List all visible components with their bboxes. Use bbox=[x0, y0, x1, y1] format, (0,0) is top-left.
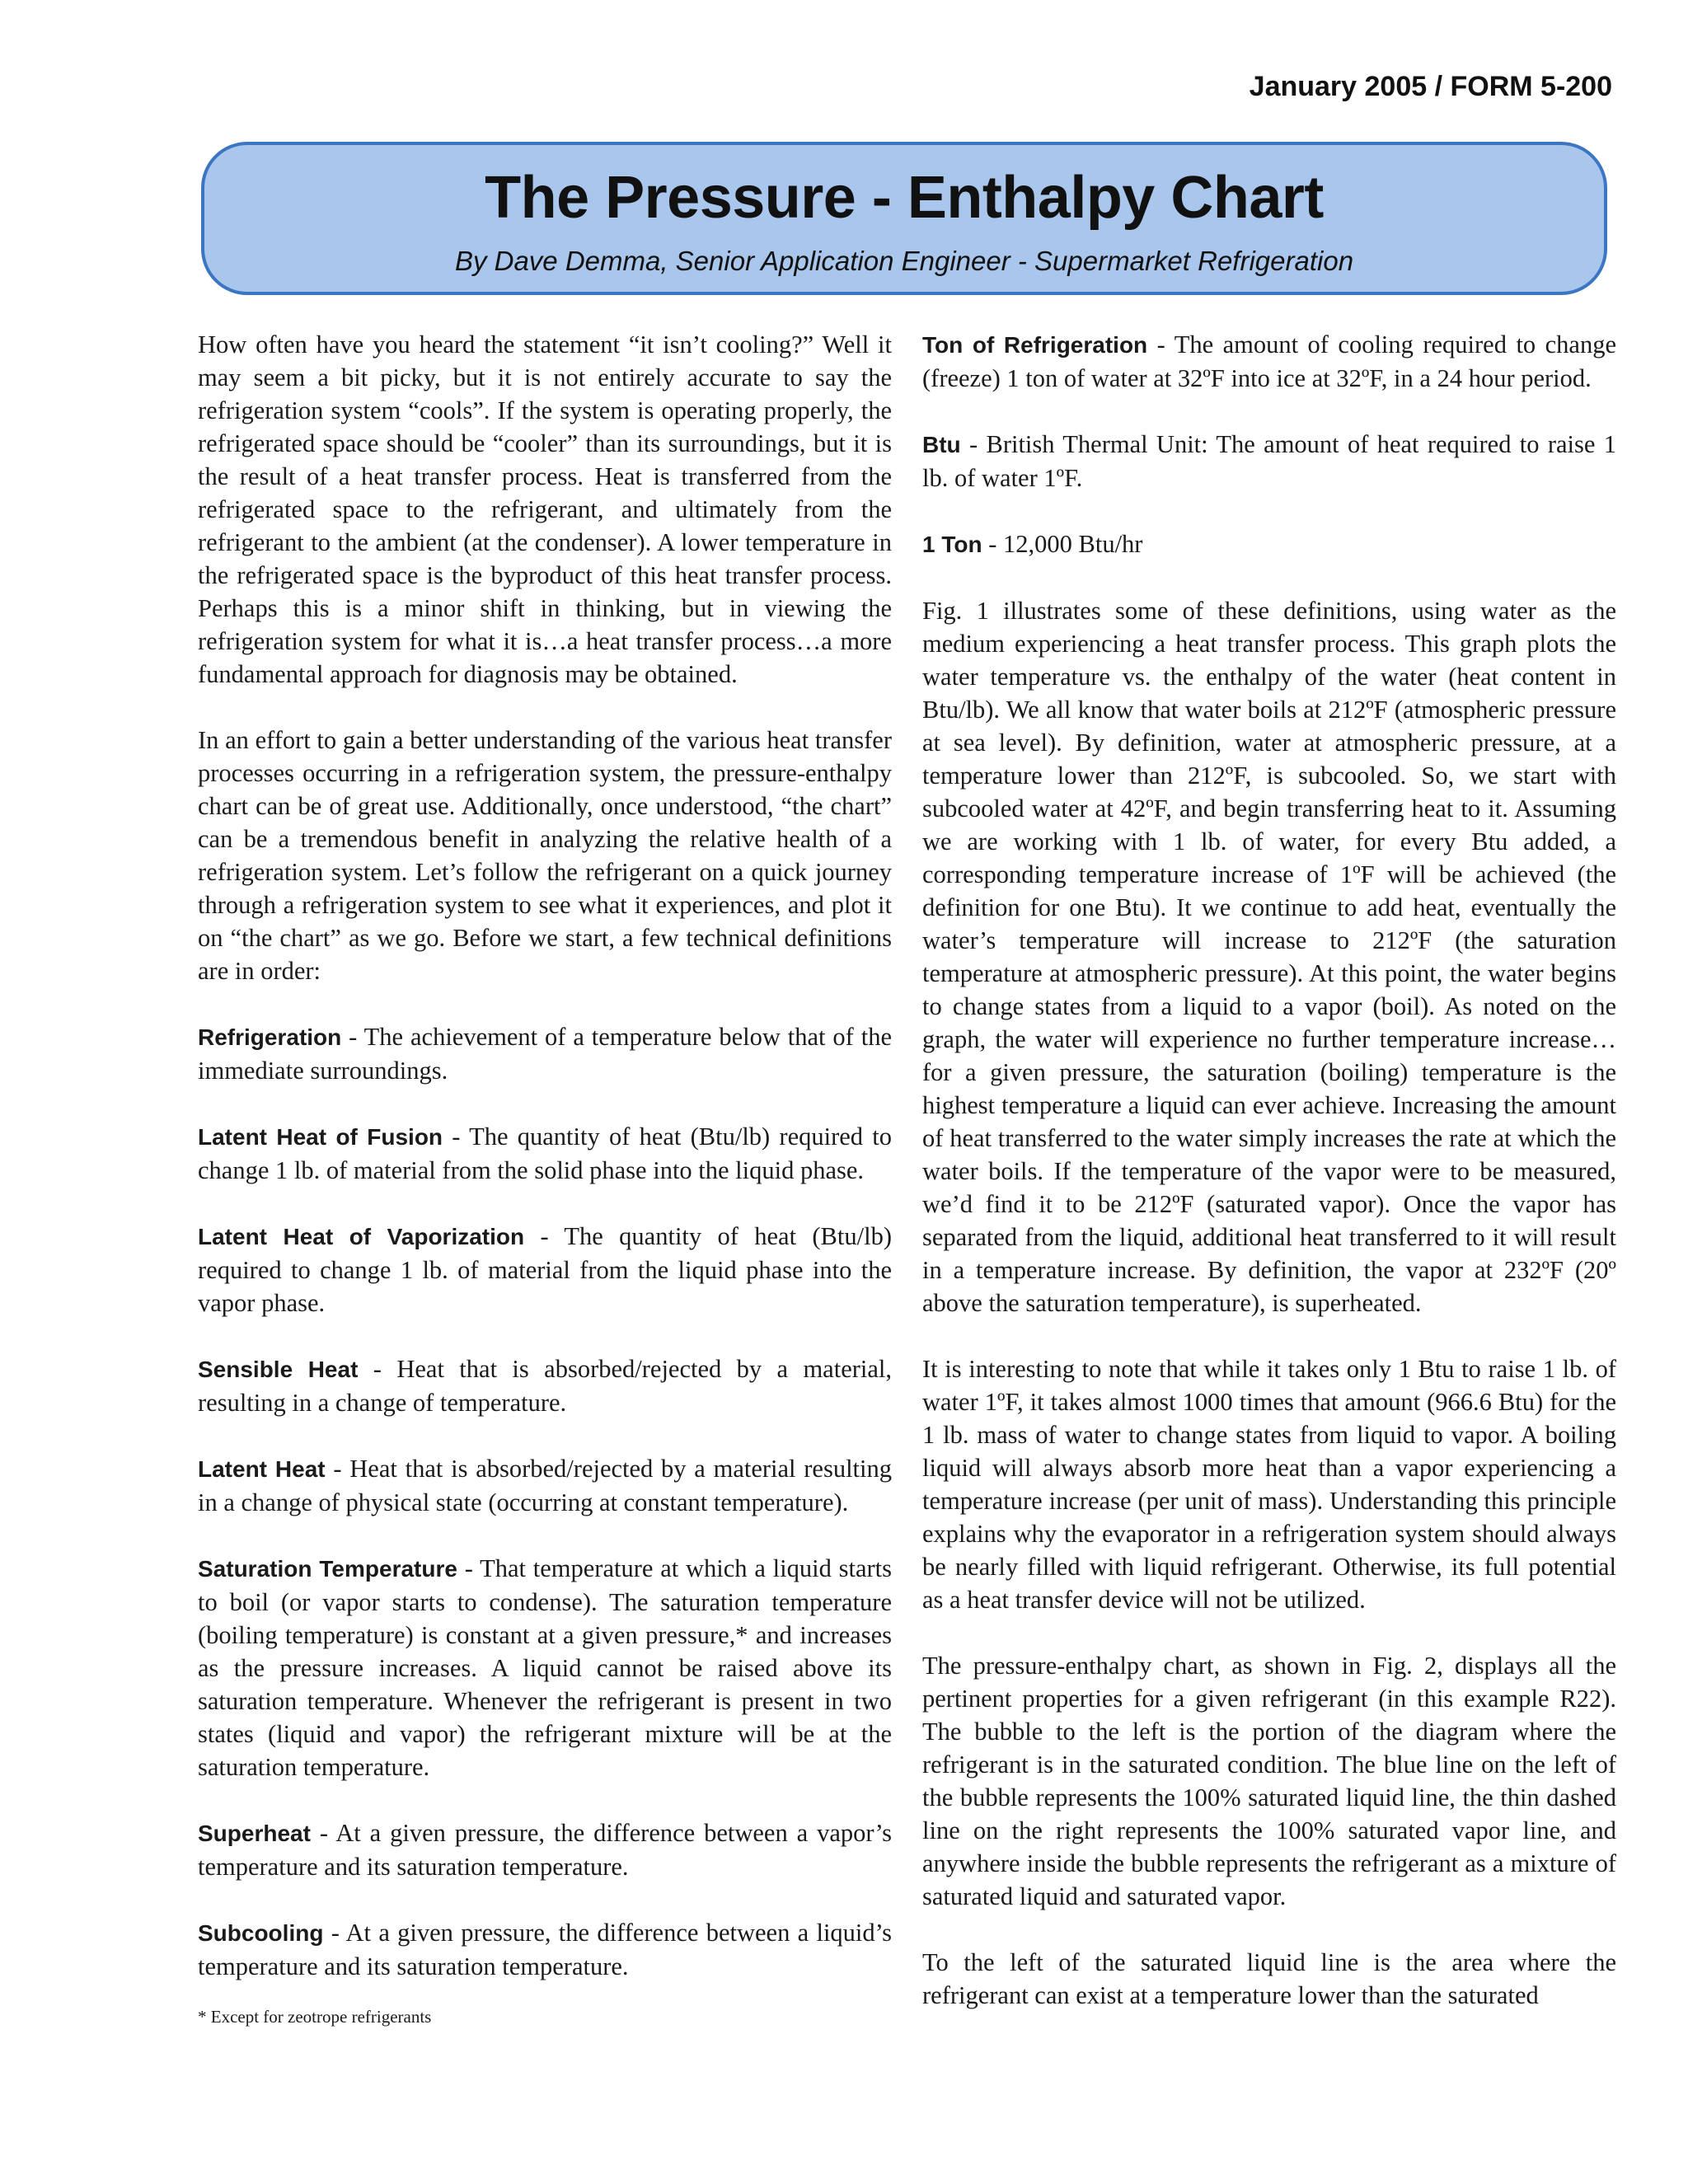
definition-refrigeration bbox=[198, 1020, 892, 1087]
definition-term: Ton of Refrigeration bbox=[922, 332, 1148, 358]
definition-latent-heat-vaporization bbox=[198, 1220, 892, 1319]
definition-ton-of-refrigeration bbox=[922, 328, 1616, 395]
definition-text: - That temperature at which a liquid starts to boil (or vapor starts to condense). The saturation temperature (boiling temperature) is constant at a given pressure,* and increases as the pressure increases. A liquid cannot be raised above its saturation temperature. Whenever the refrigerant is present in two states (liquid and vapor) the refrigerant mixture will be at the saturation temperature. bbox=[198, 1554, 892, 1781]
definition-term: 1 Ton bbox=[922, 532, 982, 557]
definition-text: - The amount of cooling required to change (freeze) 1 ton of water at 32ºF into ice at 32ºF, in a 24 hour period. bbox=[922, 330, 1616, 392]
definition-text: - At a given pressure, the difference between a liquid’s temperature and its saturation temperature. bbox=[198, 1919, 892, 1980]
definition-term: Superheat bbox=[198, 1821, 311, 1846]
title-banner bbox=[201, 142, 1607, 295]
definition-term: Latent Heat of Fusion bbox=[198, 1124, 443, 1150]
left-column bbox=[198, 328, 892, 2027]
author-byline: By Dave Demma, Senior Application Engineer - Supermarket Refrigeration bbox=[454, 246, 1354, 276]
definition-saturation-temperature bbox=[198, 1552, 892, 1783]
footnote: * Except for zeotrope refrigerants bbox=[198, 2007, 432, 2027]
btu-comparison-paragraph: It is interesting to note that while it takes only 1 Btu to raise 1 lb. of water 1ºF, it takes almost 1000 times that amount (966.6 Btu) for the 1 lb. mass of water to change states from liquid to vapor. A boiling liquid will always absorb more heat than a vapor experiencing a temperature increase (per unit of mass). Understanding this principle explains why the evaporator in a refrigeration system should always be nearly filled with liquid refrigerant. Otherwise, its full potential as a heat transfer device will not be utilized. bbox=[922, 1355, 1616, 1614]
chart-intro-paragraph: In an effort to gain a better understanding of the various heat transfer processes occurring in a refrigeration system, the pressure-enthalpy chart can be of great use. Additionally, once understood, “the chart” can be a tremendous benefit in analyzing the relative health of a refrigeration system. Let’s follow the refrigerant on a quick journey through a refrigeration system to see what it experiences, and plot it on “the chart” as we go. Before we start, a few technical definitions are in order: bbox=[198, 726, 892, 985]
right-column bbox=[922, 328, 1616, 2045]
form-number: January 2005 / FORM 5-200 bbox=[1249, 71, 1612, 102]
definition-text: - Heat that is absorbed/rejected by a material, resulting in a change of temperature. bbox=[198, 1355, 892, 1417]
fig1-paragraph: Fig. 1 illustrates some of these definitions, using water as the medium experiencing a heat transfer process. This graph plots the water temperature vs. the enthalpy of the water (heat content in Btu/lb). We all know that water boils at 212ºF (atmospheric pressure at sea level). By definition, water at atmospheric pressure, at a temperature lower than 212ºF, is subcooled. So, we start with subcooled water at 42ºF, and begin transferring heat to it. Assuming we are working with 1 lb. of water, for every Btu added, a corresponding temperature increase of 1ºF will be achieved (the definition for one Btu). It we continue to add heat, eventually the water’s temperature will increase to 212ºF (the saturation temperature at atmospheric pressure). At this point, the water begins to change states from a liquid to a vapor (boil). As noted on the graph, the water will experience no further temperature increase…for a given pressure, the saturation (boiling) temperature is the highest temperature a liquid can ever achieve. Increasing the amount of heat transferred to the water simply increases the rate at which the water boils. If the temperature of the vapor were to be measured, we’d find it to be 212ºF (saturated vapor). Once the vapor has separated from the liquid, additional heat transferred to it will result in a temperature increase. By definition, the vapor at 232ºF (20º above the saturation temperature), is superheated. bbox=[922, 597, 1616, 1317]
definition-term: Sensible Heat bbox=[198, 1357, 359, 1382]
definition-text: - The quantity of heat (Btu/lb) required to change 1 lb. of material from the solid phase into the liquid phase. bbox=[198, 1122, 892, 1184]
definition-text: - British Thermal Unit: The amount of heat required to raise 1 lb. of water 1ºF. bbox=[922, 430, 1616, 492]
definition-latent-heat bbox=[198, 1452, 892, 1519]
definition-latent-heat-fusion bbox=[198, 1120, 892, 1187]
definition-term: Btu bbox=[922, 432, 961, 457]
definition-btu bbox=[922, 428, 1616, 494]
definition-sensible-heat bbox=[198, 1352, 892, 1419]
definition-term: Refrigeration bbox=[198, 1024, 342, 1050]
definition-term: Latent Heat bbox=[198, 1456, 326, 1482]
definition-text: - Heat that is absorbed/rejected by a material resulting in a change of physical state (occurring at constant temperature). bbox=[198, 1455, 893, 1516]
definition-subcooling bbox=[198, 1916, 892, 1983]
definition-text: - The achievement of a temperature below that of the immediate surroundings. bbox=[198, 1023, 892, 1085]
page-title: The Pressure - Enthalpy Chart bbox=[485, 165, 1324, 231]
definition-1-ton bbox=[922, 527, 1616, 561]
definition-text: - The quantity of heat (Btu/lb) required to change 1 lb. of material from the liquid phase into the vapor phase. bbox=[198, 1222, 892, 1317]
definition-text: - At a given pressure, the difference between a vapor’s temperature and its saturation temperature. bbox=[198, 1819, 892, 1881]
fig2-paragraph: The pressure-enthalpy chart, as shown in Fig. 2, displays all the pertinent properties for a given refrigerant (in this example R22). The bubble to the left is the portion of the diagram where the refrigerant is in the saturated condition. The blue line on the left of the bubble represents the 100% saturated liquid line, the thin dashed line on the right represents the 100% saturated vapor line, and anywhere inside the bubble represents the refrigerant as a mixture of saturated liquid and saturated vapor. bbox=[922, 1652, 1616, 1910]
definition-term: Saturation Temperature bbox=[198, 1556, 457, 1582]
definition-term: Subcooling bbox=[198, 1920, 324, 1946]
definition-text: - 12,000 Btu/hr bbox=[982, 530, 1143, 558]
definition-term: Latent Heat of Vaporization bbox=[198, 1224, 525, 1249]
subcooled-region-paragraph: To the left of the saturated liquid line is the area where the refrigerant can exist at a temperature lower than the saturated bbox=[922, 1948, 1616, 2009]
definition-superheat bbox=[198, 1816, 892, 1883]
intro-paragraph: How often have you heard the statement “it isn’t cooling?” Well it may seem a bit picky, but it is not entirely accurate to say the refrigeration system “cools”. If the system is operating properly, the refrigerated space should be “cooler” than its surroundings, but it is the result of a heat transfer process. Heat is transferred from the refrigerated space to the refrigerant, and ultimately from the refrigerant to the ambient (at the condenser). A lower temperature in the refrigerated space is the byproduct of this heat transfer process. Perhaps this is a minor shift in thinking, but in viewing the refrigeration system for what it is…a heat transfer process…a more fundamental approach for diagnosis may be obtained. bbox=[198, 330, 892, 688]
